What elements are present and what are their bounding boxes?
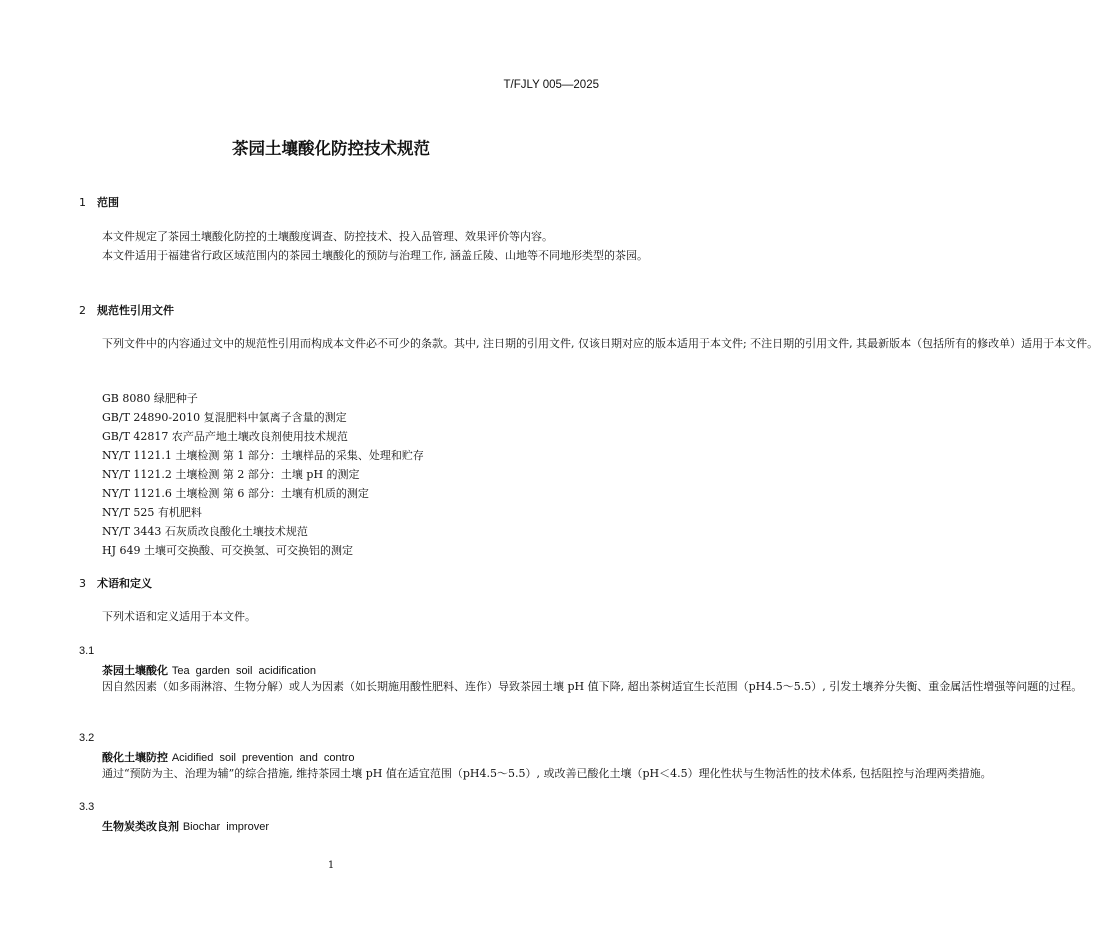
scope-paragraph-1: 本文件规定了茶园土壤酸化防控的土壤酸度调查、防控技术、投入品管理、效果评价等内容。 [102,230,553,243]
section-title: 术语和定义 [97,577,152,590]
scope-paragraph-2: 本文件适用于福建省行政区域范围内的茶园土壤酸化的预防与治理工作, 涵盖丘陵、山地等不同地形类型的茶园。 [102,249,648,262]
term-name-cn: 生物炭类改良剂 [102,820,179,833]
term-name [102,818,269,834]
term-definition [79,764,992,783]
reference-item: NY/T 1121.6 土壤检测 第 6 部分：土壤有机质的测定 [102,487,369,500]
normative-intro [79,334,1098,353]
term-definition [79,677,1083,696]
terms-intro-text: 下列术语和定义适用于本文件。 [102,610,256,623]
term-definition-text: 因自然因素（如多雨淋溶、生物分解）或人为因素（如长期施用酸性肥料、连作）导致茶园土壤 pH 值下降, 超出茶树适宜生长范围（pH4.5～5.5）, 引发土壤养分失衡、重金属活性增强等问题的过程。 [102,680,1083,693]
term-name-en: Biochar improver [182,821,269,833]
term-name-en: Tea garden soil acidification [171,665,316,677]
term-name [102,662,316,678]
reference-item: GB/T 42817 农产品产地土壤改良剂使用技术规范 [102,430,348,443]
document-code: T/FJLY 005—2025 [503,79,599,91]
reference-item: HJ 649 土壤可交换酸、可交换氢、可交换铝的测定 [102,544,353,557]
document-title: 茶园土壤酸化防控技术规范 [232,139,430,158]
section-number: 2 [79,304,86,317]
section-number: 3 [79,577,86,590]
term-definition-text: 通过“预防为主、治理为辅”的综合措施, 维持茶园土壤 pH 值在适宜范围（pH4.5～5.5）, 或改善已酸化土壤（pH＜4.5）理化性状与生物活性的技术体系, 包括阻控与治理两类措施。 [102,767,992,780]
term-number: 3.2 [79,732,95,744]
section-number: 1 [79,196,86,209]
reference-item: GB 8080 绿肥种子 [102,392,198,405]
term-name [102,749,354,765]
section-heading-normative [79,302,174,318]
scope-body [79,227,648,265]
section-heading-terms [79,575,152,591]
term-name-en: Acidified soil prevention and contro [171,752,355,764]
section-title: 范围 [97,196,119,209]
reference-item: NY/T 3443 石灰质改良酸化土壤技术规范 [102,525,308,538]
page-number: 1 [327,860,335,871]
terms-intro [79,607,599,626]
term-name-cn: 茶园土壤酸化 [102,664,168,677]
term-number: 3.1 [79,645,95,657]
section-heading-scope [79,194,119,210]
reference-item: GB/T 24890-2010 复混肥料中氯离子含量的测定 [102,411,347,424]
normative-intro-text: 下列文件中的内容通过文中的规范性引用而构成本文件必不可少的条款。其中, 注日期的引用文件, 仅该日期对应的版本适用于本文件; 不注日期的引用文件, 其最新版本（包括所有的修改单）适用于本文件。 [102,337,1098,350]
term-name-cn: 酸化土壤防控 [102,751,168,764]
reference-item: NY/T 1121.2 土壤检测 第 2 部分：土壤 pH 的测定 [102,468,360,481]
reference-item: NY/T 525 有机肥料 [102,506,202,519]
reference-item: NY/T 1121.1 土壤检测 第 1 部分：土壤样品的采集、处理和贮存 [102,449,424,462]
term-number: 3.3 [79,801,95,813]
section-title: 规范性引用文件 [97,304,174,317]
